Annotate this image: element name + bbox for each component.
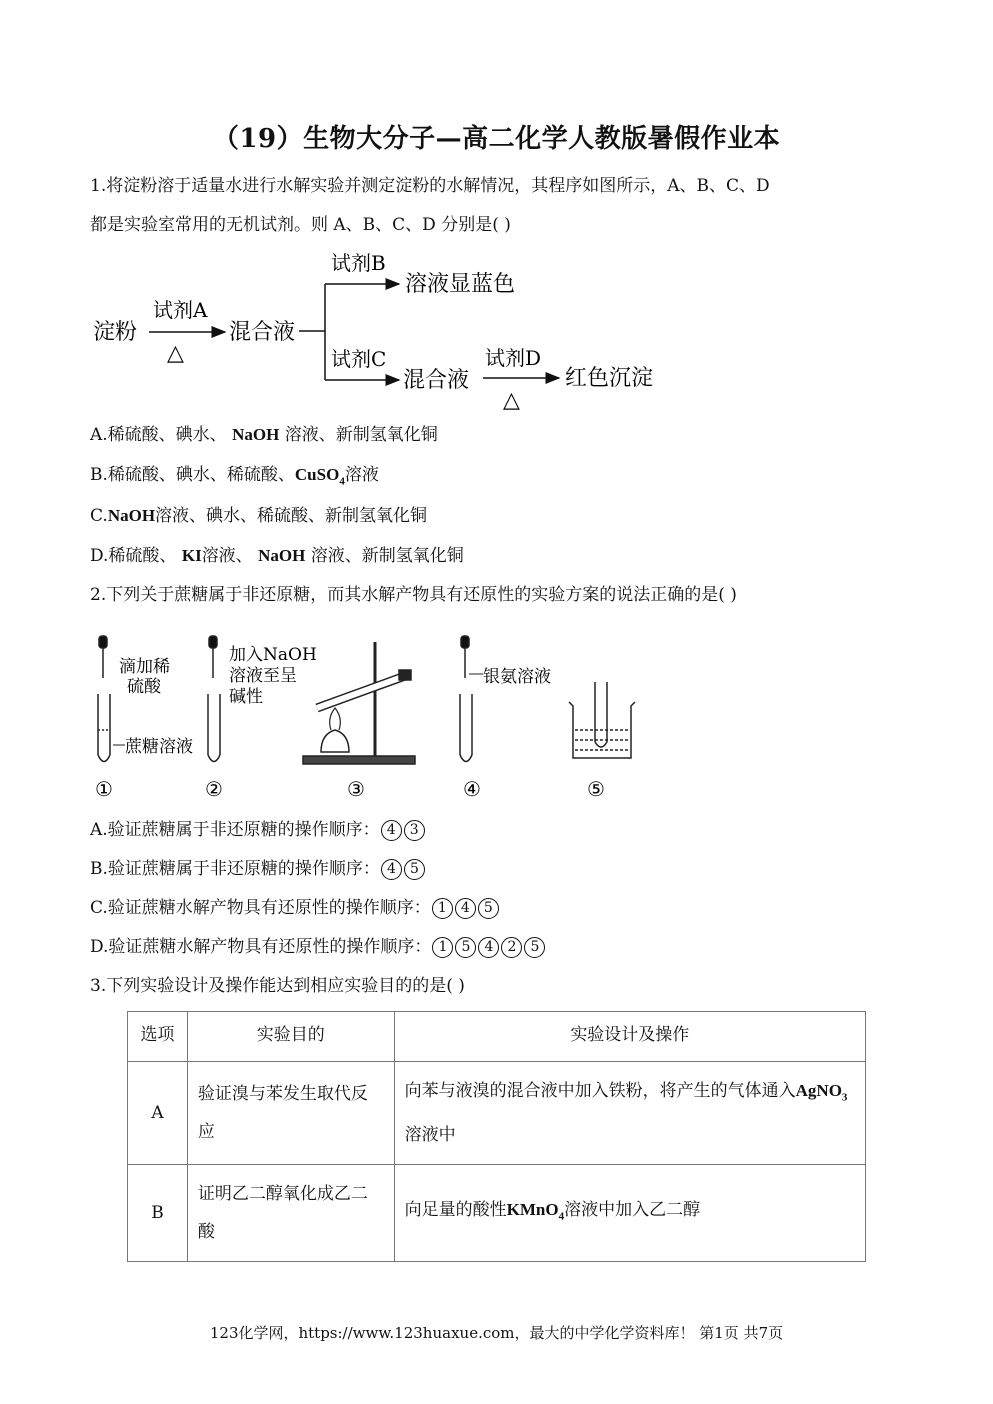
q1-option-c-prefix: C.: [90, 506, 108, 526]
q2-option-d-text: D.验证蔗糖水解产物具有还原性的操作顺序：: [90, 937, 432, 957]
q2-option-b: [90, 858, 426, 880]
step-circle: 4: [381, 820, 402, 841]
table-header-cell: 选项: [128, 1012, 188, 1062]
page-title: （19）生物大分子—高二化学人教版暑假作业本: [212, 124, 781, 154]
step-circle: 4: [455, 898, 476, 919]
q1-reagent-a-label: 试剂A: [153, 298, 208, 322]
q1-option-c: [90, 505, 427, 527]
design-text: 向足量的酸性: [404, 1200, 507, 1221]
table-row: [128, 1062, 866, 1165]
table-cell-purpose: 验证溴与苯发生取代反应: [187, 1062, 394, 1165]
table-header-cell: 实验设计及操作: [394, 1012, 865, 1062]
design-formula: KMnO: [506, 1200, 559, 1220]
q1-option-b-formula: CuSO: [294, 465, 340, 484]
q1-heat-symbol: △: [167, 341, 184, 366]
design-subscript: 4: [558, 1210, 565, 1223]
q2-option-a: [90, 819, 426, 841]
q1-result-d-label: 红色沉淀: [565, 366, 654, 391]
q2-label-4: 银氨溶液: [483, 667, 551, 687]
test-tube-1: [98, 636, 110, 762]
table-header-row: [128, 1012, 866, 1062]
q1-reagent-b-label: 试剂B: [331, 251, 386, 275]
q2-figure-number-5: ⑤: [587, 777, 605, 801]
q2-option-b-text: B.验证蔗糖属于非还原糖的操作顺序：: [90, 859, 380, 879]
q1-option-b-subscript: 4: [339, 475, 345, 488]
q1-reagent-d-label: 试剂D: [485, 346, 542, 370]
q1-flow-diagram: [85, 245, 685, 415]
q1-option-c-formula: NaOH: [107, 506, 156, 525]
test-tube-4: [460, 636, 472, 762]
q2-figure-number-2: ②: [205, 777, 223, 801]
page-footer: 123化学网，https://www.123huaxue.com，最大的中学化学资料库！ 第1页 共7页: [209, 1324, 784, 1342]
q2-label-2c: 碱性: [229, 687, 263, 707]
table-row: [128, 1165, 866, 1262]
q1-option-b: [90, 464, 379, 492]
q1-option-d-prefix: D.稀硫酸、: [90, 546, 177, 566]
step-circle: 5: [455, 937, 476, 958]
q1-option-d-formula-2: NaOH: [258, 546, 306, 565]
step-circle: 1: [432, 898, 453, 919]
q2-option-c: [90, 897, 500, 919]
q2-stem: 2.下列关于蔗糖属于非还原糖，而其水解产物具有还原性的实验方案的说法正确的是( ): [90, 585, 737, 605]
water-bath-beaker: [569, 682, 635, 758]
q1-mix1-label: 混合液: [229, 320, 296, 345]
step-circle: 5: [478, 898, 499, 919]
q2-figure-number-1: ①: [95, 777, 113, 801]
q2-figure-number-3: ③: [347, 777, 365, 801]
design-text-suffix: 溶液中加入乙二醇: [564, 1200, 701, 1221]
q2-option-a-text: A.验证蔗糖属于非还原糖的操作顺序：: [90, 820, 380, 840]
q1-reagent-c-label: 试剂C: [331, 347, 387, 371]
q1-option-b-suffix: 溶液: [344, 465, 379, 485]
q1-stem-line1: 1.将淀粉溶于适量水进行水解实验并测定淀粉的水解情况，其程序如图所示，A、B、C、D: [90, 176, 770, 196]
q1-mix2-label: 混合液: [403, 368, 470, 393]
step-circle: 5: [524, 937, 545, 958]
step-circle: 5: [404, 859, 425, 880]
step-circle: 4: [381, 859, 402, 880]
design-text: 向苯与液溴的混合液中加入铁粉，将产生的气体通入: [404, 1081, 796, 1101]
table-cell-option: A: [128, 1062, 188, 1165]
q2-apparatus-figure: [85, 630, 645, 805]
design-text-suffix: 溶液中: [404, 1125, 456, 1146]
q2-option-c-text: C.验证蔗糖水解产物具有还原性的操作顺序：: [90, 898, 431, 918]
q2-option-d: [90, 936, 546, 958]
q2-label-1c: 蔗糖溶液: [125, 737, 193, 757]
q1-option-d: [90, 545, 464, 567]
q1-result-b-label: 溶液显蓝色: [405, 272, 516, 297]
q1-option-a: [90, 424, 438, 446]
q2-label-2a: 加入NaOH: [229, 645, 317, 665]
q1-option-d-middle: 溶液、: [201, 546, 253, 566]
q1-heat-symbol-2: △: [503, 388, 520, 413]
test-tube-2: [208, 636, 220, 762]
q1-option-d-formula-1: KI: [181, 546, 202, 565]
q1-option-d-suffix: 溶液、新制氢氧化铜: [310, 546, 464, 566]
table-cell-design: [394, 1165, 865, 1262]
q1-option-a-prefix: A.稀硫酸、碘水、: [90, 425, 227, 445]
q1-option-a-suffix: 溶液、新制氢氧化铜: [284, 425, 438, 445]
q2-figure-number-4: ④: [463, 777, 481, 801]
q2-label-2b: 溶液至呈: [229, 666, 297, 686]
table-header-cell: 实验目的: [187, 1012, 394, 1062]
step-circle: 4: [478, 937, 499, 958]
table-cell-design: [394, 1062, 865, 1165]
step-circle: 1: [432, 937, 453, 958]
q2-label-1a: 滴加稀: [119, 657, 170, 677]
q3-stem: 3.下列实验设计及操作能达到相应实验目的的是( ): [90, 976, 465, 996]
step-circle: 2: [501, 937, 522, 958]
heating-apparatus: [303, 642, 415, 764]
step-circle: 3: [404, 820, 425, 841]
q1-option-c-suffix: 溶液、碘水、稀硫酸、新制氢氧化铜: [155, 506, 428, 526]
q1-stem-line2: 都是实验室常用的无机试剂。则 A、B、C、D 分别是( ): [90, 215, 511, 235]
table-cell-option: B: [128, 1165, 188, 1262]
q3-table: [127, 1011, 866, 1262]
q1-start-label: 淀粉: [93, 320, 138, 345]
q2-label-1b: 硫酸: [127, 677, 161, 697]
q1-option-b-prefix: B.稀硫酸、碘水、稀硫酸、: [90, 465, 295, 485]
design-subscript: 3: [841, 1091, 848, 1104]
table-cell-purpose: 证明乙二醇氧化成乙二酸: [187, 1165, 394, 1262]
q1-option-a-formula: NaOH: [232, 425, 280, 444]
design-formula: AgNO: [795, 1081, 842, 1100]
